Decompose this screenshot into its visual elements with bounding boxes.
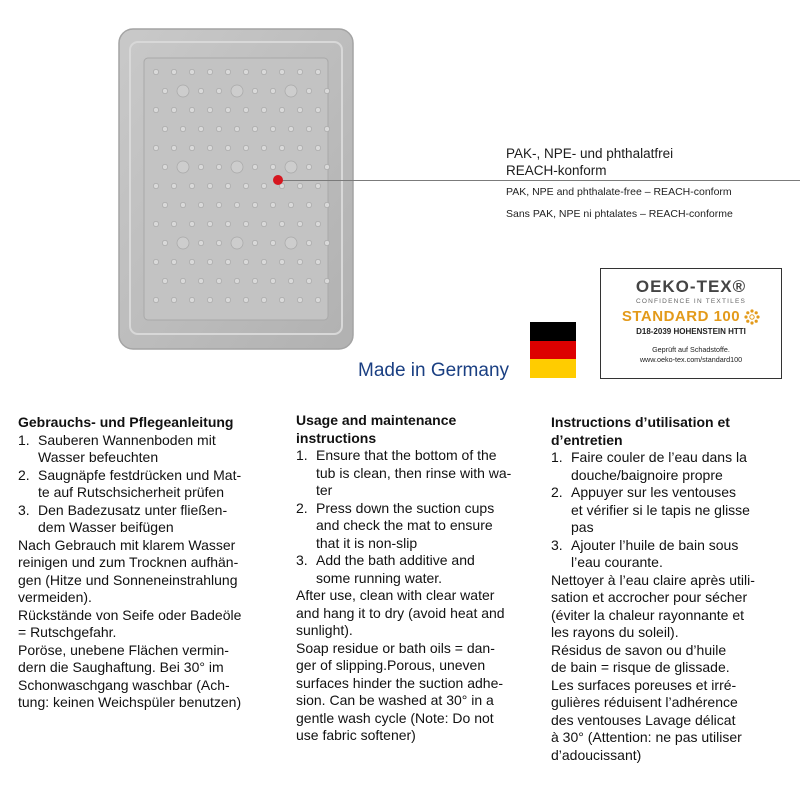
suction-dot — [315, 221, 320, 226]
suction-dot — [261, 183, 266, 188]
german-flag-icon — [530, 322, 576, 378]
suction-dot — [306, 88, 311, 93]
suction-dot — [315, 183, 320, 188]
oeko-cert-id: D18-2039 HOHENSTEIN HTTI — [636, 327, 746, 336]
suction-dot — [324, 278, 329, 283]
suction-dot — [189, 69, 194, 74]
instructions-german — [18, 414, 288, 712]
suction-dot — [279, 221, 284, 226]
suction-dot — [171, 259, 176, 264]
step-3: 3. Den Badezusatz unter fließen- dem Wasser beifügen — [18, 501, 228, 535]
suction-dot — [231, 161, 243, 173]
suction-dot — [324, 240, 329, 245]
instructions-german-title: Gebrauchs- und Pflegeanleitung — [18, 414, 234, 430]
oeko-url: www.oeko-tex.com/standard100 — [639, 355, 743, 364]
suction-dot — [234, 202, 239, 207]
suction-dot — [288, 126, 293, 131]
suction-dot — [306, 278, 311, 283]
suction-dot — [225, 297, 230, 302]
suction-dot — [261, 259, 266, 264]
oeko-standard: STANDARD 100 — [621, 308, 741, 325]
suction-dot — [306, 126, 311, 131]
suction-dot — [285, 161, 297, 173]
suction-dot — [261, 221, 266, 226]
claim-french: Sans PAK, NPE ni phtalates – REACH-conforme — [506, 208, 733, 220]
suction-dot — [279, 297, 284, 302]
suction-dot — [198, 164, 203, 169]
claim-german-line-2: REACH-konform — [506, 163, 607, 178]
suction-dot — [189, 183, 194, 188]
instructions-french — [551, 414, 791, 764]
suction-dot — [243, 107, 248, 112]
suction-dot — [288, 278, 293, 283]
instructions-german-body: Nach Gebrauch mit klarem Wasser reinigen und zum Trocknen aufhän- gen (Hitze und Sonneneinstrahlung vermeiden). Rückstände von Seife oder Badeöle = Rutschgefahr. Poröse, unebene Flächen vermin- dern die Saughaftung. Bei 30° im Schonwaschgang waschbar (Ach- tung: keinen Weichspüler benutzen) — [18, 536, 242, 710]
step-3: 3. Add the bath additive and some running water. — [296, 552, 475, 586]
claim-german — [506, 145, 673, 179]
suction-dot — [315, 69, 320, 74]
step-2: 2. Saugnäpfe festdrücken und Mat- te auf Rutschsicherheit prüfen — [18, 466, 242, 500]
suction-dot — [189, 221, 194, 226]
suction-dot — [207, 69, 212, 74]
suction-dot — [171, 69, 176, 74]
suction-dot — [315, 107, 320, 112]
suction-dot — [225, 107, 230, 112]
oeko-checked: Geprüft auf Schadstoffe. — [652, 345, 730, 354]
suction-dot — [162, 126, 167, 131]
leader-line — [279, 180, 800, 181]
suction-dot — [297, 259, 302, 264]
bath-mat-image — [118, 26, 354, 352]
suction-dot — [153, 183, 158, 188]
bath-mat-illustration — [118, 26, 354, 352]
flower-icon — [744, 309, 760, 325]
suction-dot — [162, 202, 167, 207]
suction-dot — [153, 69, 158, 74]
step-2: 2. Appuyer sur les ventouses et vérifier si le tapis ne glisse pas — [551, 484, 750, 535]
suction-dot — [306, 164, 311, 169]
suction-dot — [171, 107, 176, 112]
suction-dot — [225, 145, 230, 150]
suction-dot — [189, 145, 194, 150]
suction-dot — [285, 85, 297, 97]
suction-dot — [270, 202, 275, 207]
suction-dot — [297, 69, 302, 74]
suction-dot — [279, 145, 284, 150]
oeko-tex-label — [600, 268, 782, 379]
claim-german-line-1: PAK-, NPE- und phthalatfrei — [506, 146, 674, 161]
suction-dot — [216, 278, 221, 283]
instructions-english-body: After use, clean with clear water and hang it to dry (avoid heat and sunlight). Soap residue or bath oils = dan- ger of slipping.Porous, uneven surfaces hinder the suction adhe- sion. Can be washed at 30° in a gentle wash cycle (Note: Do not use fabric softener) — [296, 587, 505, 743]
suction-dot — [279, 69, 284, 74]
oeko-brand: OEKO-TEX® — [635, 277, 747, 296]
suction-dot — [243, 221, 248, 226]
suction-dot — [261, 107, 266, 112]
suction-dot — [252, 126, 257, 131]
made-in-germany: Made in Germany — [358, 360, 510, 381]
instructions-german-steps — [18, 432, 288, 537]
suction-dot — [243, 183, 248, 188]
suction-dot — [177, 85, 189, 97]
suction-dot — [261, 145, 266, 150]
suction-dot — [231, 85, 243, 97]
instructions-french-body: Nettoyer à l’eau claire après utili- sation et accrocher pour sécher (éviter la chaleur rayonnante et les rayons du soleil). Résidus de savon ou d’huile de bain = risque de glissade. Les surfaces poreuses et irré- gulières réduisent l’adhérence des ventouses Lavage délicat à 30° (Attention: ne pas utiliser d’adoucissant) — [551, 571, 755, 763]
suction-dot — [315, 145, 320, 150]
marker-dot — [273, 175, 283, 185]
suction-dot — [162, 240, 167, 245]
suction-dot — [216, 202, 221, 207]
suction-dot — [225, 69, 230, 74]
suction-dot — [234, 126, 239, 131]
suction-dot — [180, 278, 185, 283]
step-1: 1. Sauberen Wannenboden mit Wasser befeuchten — [18, 431, 216, 465]
instructions-french-title: Instructions d’utilisation et d’entretien — [551, 414, 730, 448]
suction-dot — [225, 183, 230, 188]
suction-dot — [153, 221, 158, 226]
suction-dot — [297, 183, 302, 188]
suction-dot — [198, 240, 203, 245]
suction-dot — [171, 145, 176, 150]
suction-dot — [243, 69, 248, 74]
suction-dot — [324, 126, 329, 131]
suction-dot — [324, 202, 329, 207]
suction-dot — [216, 164, 221, 169]
suction-dot — [270, 88, 275, 93]
suction-dot — [207, 145, 212, 150]
claim-english: PAK, NPE and phthalate-free – REACH-conform — [506, 186, 732, 198]
suction-dot — [162, 88, 167, 93]
suction-dot — [198, 278, 203, 283]
suction-dot — [225, 221, 230, 226]
suction-dot — [207, 221, 212, 226]
suction-dot — [252, 202, 257, 207]
suction-dot — [285, 237, 297, 249]
suction-dot — [270, 164, 275, 169]
suction-dot — [279, 107, 284, 112]
suction-dot — [261, 69, 266, 74]
instructions-english — [296, 412, 536, 745]
instructions-english-steps — [296, 447, 536, 587]
suction-dot — [177, 161, 189, 173]
suction-dot — [252, 164, 257, 169]
suction-dot — [279, 259, 284, 264]
suction-dot — [189, 297, 194, 302]
suction-dot — [207, 297, 212, 302]
suction-dot — [243, 297, 248, 302]
suction-dot — [297, 221, 302, 226]
suction-dot — [171, 297, 176, 302]
suction-dot — [270, 240, 275, 245]
suction-dot — [189, 107, 194, 112]
suction-dot — [198, 88, 203, 93]
suction-dot — [198, 202, 203, 207]
suction-dot — [297, 107, 302, 112]
suction-dot — [306, 240, 311, 245]
suction-dot — [180, 202, 185, 207]
suction-dot — [315, 259, 320, 264]
suction-dot — [171, 221, 176, 226]
suction-dot — [306, 202, 311, 207]
suction-dot — [216, 240, 221, 245]
suction-dot — [171, 183, 176, 188]
suction-dot — [189, 259, 194, 264]
step-2: 2. Press down the suction cups and check the mat to ensure that it is non-slip — [296, 499, 495, 551]
instructions-english-title: Usage and maintenance instructions — [296, 412, 457, 446]
step-1: 1. Faire couler de l’eau dans la douche/baignoire propre — [551, 449, 747, 483]
suction-dot — [162, 278, 167, 283]
suction-dot — [288, 202, 293, 207]
suction-dot — [243, 259, 248, 264]
suction-dot — [207, 183, 212, 188]
suction-dot — [243, 145, 248, 150]
suction-dot — [216, 126, 221, 131]
suction-dot — [261, 297, 266, 302]
suction-dot — [153, 107, 158, 112]
suction-dot — [324, 164, 329, 169]
suction-dot — [153, 259, 158, 264]
suction-dot — [177, 237, 189, 249]
suction-dot — [297, 297, 302, 302]
suction-dot — [297, 145, 302, 150]
step-3: 3. Ajouter l’huile de bain sous l’eau courante. — [551, 536, 739, 570]
suction-dot — [270, 126, 275, 131]
suction-dot — [234, 278, 239, 283]
suction-dot — [270, 278, 275, 283]
suction-dot — [225, 259, 230, 264]
suction-dot — [324, 88, 329, 93]
suction-dot — [180, 126, 185, 131]
suction-dot — [216, 88, 221, 93]
suction-dot — [252, 88, 257, 93]
suction-dot — [198, 126, 203, 131]
step-1: 1. Ensure that the bottom of the tub is clean, then rinse with wa- ter — [296, 447, 512, 498]
suction-dot — [207, 259, 212, 264]
suction-dot — [252, 240, 257, 245]
suction-dot — [153, 145, 158, 150]
oeko-tagline: CONFIDENCE IN TEXTILES — [635, 298, 747, 305]
suction-dot — [252, 278, 257, 283]
suction-dot — [153, 297, 158, 302]
suction-dot — [162, 164, 167, 169]
suction-dot — [315, 297, 320, 302]
suction-dot — [207, 107, 212, 112]
suction-dot — [231, 237, 243, 249]
instructions-french-steps — [551, 449, 791, 572]
